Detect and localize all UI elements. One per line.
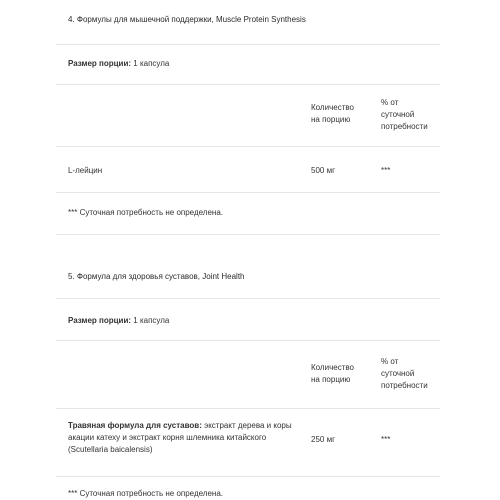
section-4-serving bbox=[68, 58, 169, 70]
section-5-title: 5. Формула для здоровья суставов, Joint Health bbox=[68, 272, 245, 281]
dv-header-line: потребности bbox=[381, 122, 428, 131]
amount-header-line: Количество bbox=[311, 103, 354, 112]
ingredient-name-line: (Scutellaria baicalensis) bbox=[68, 445, 153, 454]
dv-header-line: суточной bbox=[381, 110, 415, 119]
serving-label: Размер порции: bbox=[68, 59, 132, 68]
serving-value: 1 капсула bbox=[133, 59, 170, 68]
section-5-title-row bbox=[56, 234, 440, 299]
ingredient-dv: *** bbox=[381, 435, 391, 444]
amount-header-line: на порцию bbox=[311, 375, 351, 384]
ingredient-name: L-лейцин bbox=[68, 166, 103, 175]
dv-header-line: % от bbox=[381, 98, 399, 107]
dv-header-line: суточной bbox=[381, 369, 415, 378]
serving-value: 1 капсула bbox=[133, 316, 170, 325]
section-4-dv-header bbox=[381, 97, 428, 133]
section-4-title: 4. Формулы для мышечной поддержки, Muscle Protein Synthesis bbox=[68, 15, 306, 24]
section-5-dv-header bbox=[381, 356, 428, 392]
section-5-footnote: *** Суточная потребность не определена. bbox=[68, 489, 224, 498]
serving-label: Размер порции: bbox=[68, 316, 132, 325]
dv-header-line: потребности bbox=[381, 381, 428, 390]
ingredient-name-bold: Травяная формула для суставов: bbox=[68, 421, 202, 430]
section-4-amount-header bbox=[311, 102, 354, 126]
ingredient-name-line: акации катеху и экстракт корня шлемника китайского bbox=[68, 433, 267, 442]
dv-header-line: % от bbox=[381, 357, 399, 366]
ingredient-amount: 500 мг bbox=[311, 166, 335, 175]
amount-header-line: на порцию bbox=[311, 115, 351, 124]
ingredient-dv: *** bbox=[381, 166, 391, 175]
ingredient-name bbox=[68, 420, 308, 456]
ingredient-name-line: экстракт дерева и коры bbox=[201, 421, 292, 430]
section-5-serving bbox=[68, 315, 169, 327]
section-4-footnote: *** Суточная потребность не определена. bbox=[68, 208, 224, 217]
section-5-amount-header bbox=[311, 362, 354, 386]
ingredient-amount: 250 мг bbox=[311, 435, 335, 444]
amount-header-line: Количество bbox=[311, 363, 354, 372]
